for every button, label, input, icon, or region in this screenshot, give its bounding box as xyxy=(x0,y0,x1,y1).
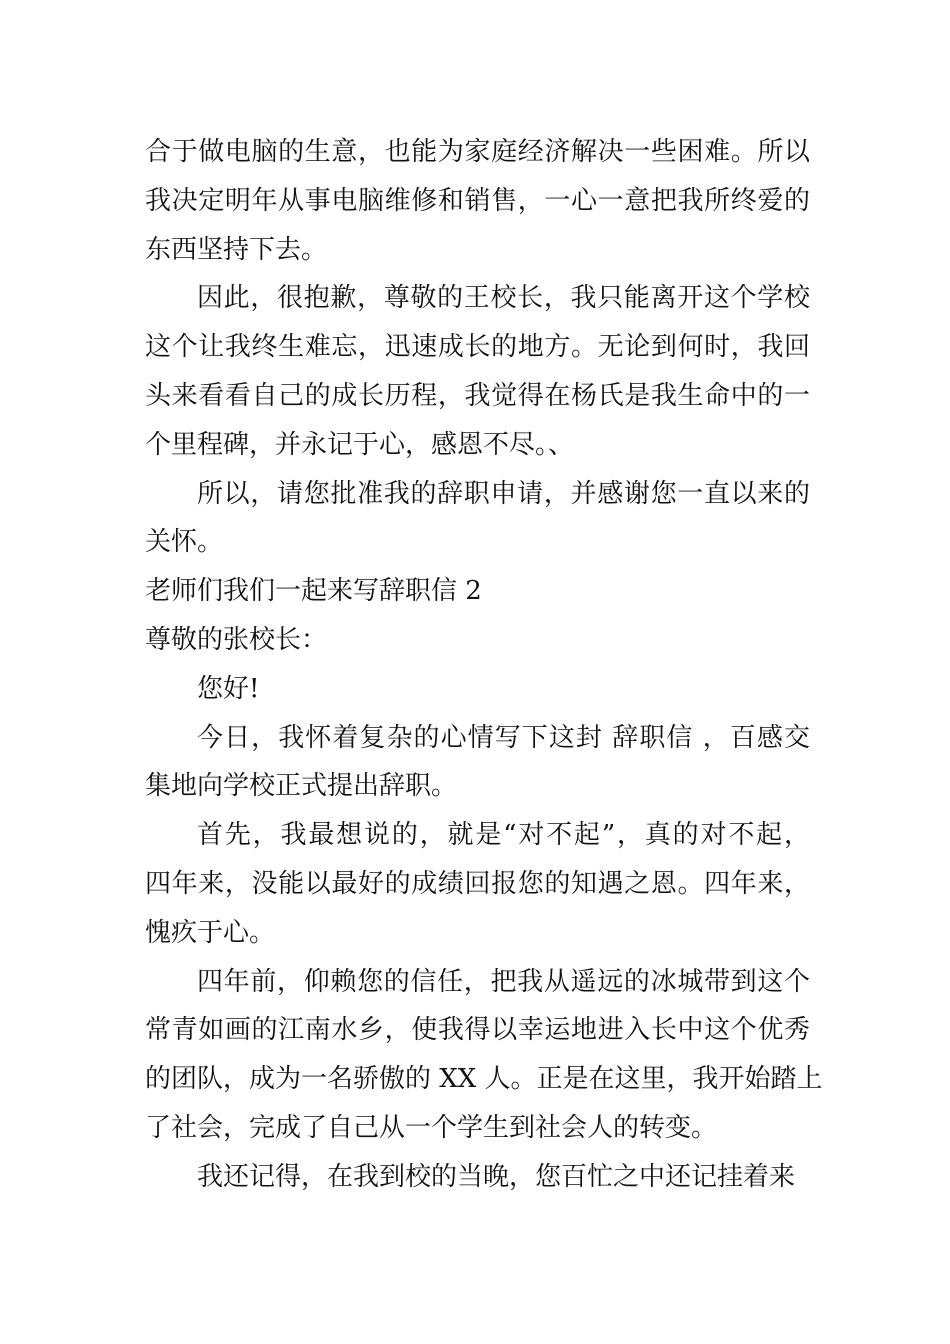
paragraph-p6 xyxy=(145,958,823,1153)
text-line: 关怀。 xyxy=(145,527,224,558)
paragraph-salutation xyxy=(145,616,810,665)
text-line: 的团队，成为一名骄傲的 XX 人。正是在这里，我开始踏上 xyxy=(145,1064,823,1095)
text-line: 尊敬的张校长： xyxy=(145,624,328,655)
paragraph-greeting xyxy=(145,665,810,714)
text-line: 四年前，仰赖您的信任，把我从遥远的冰城带到这个 xyxy=(197,966,810,997)
text-line: 头来看看自己的成长历程，我觉得在杨氏是我生命中的一 xyxy=(145,380,810,411)
text-line: 今日，我怀着复杂的心情写下这封 辞职信 ，百感交 xyxy=(197,722,810,753)
paragraph-p5 xyxy=(145,811,810,957)
text-line: 这个让我终生难忘，迅速成长的地方。无论到何时，我回 xyxy=(145,332,810,363)
paragraph-title xyxy=(145,567,810,616)
paragraph-p4 xyxy=(145,714,810,812)
paragraph-p1 xyxy=(145,128,810,274)
text-line: 了社会，完成了自己从一个学生到社会人的转变。 xyxy=(145,1112,718,1143)
text-line: 首先，我最想说的，就是“对不起”，真的对不起， xyxy=(197,820,810,851)
paragraph-p3 xyxy=(145,470,810,568)
text-line: 常青如画的江南水乡，使我得以幸运地进入长中这个优秀 xyxy=(145,1015,810,1046)
text-line: 合于做电脑的生意，也能为家庭经济解决一些困难。所以 xyxy=(145,137,810,167)
text-line: 所以，请您批准我的辞职申请，并感谢您一直以来的 xyxy=(197,478,810,509)
text-line: 个里程碑，并永记于心，感恩不尽。、 xyxy=(145,429,575,460)
paragraph-p2 xyxy=(145,274,810,469)
text-line: 东西坚持下去。 xyxy=(145,234,328,265)
paragraph-p7 xyxy=(145,1153,810,1202)
text-line: 集地向学校正式提出辞职。 xyxy=(145,771,458,802)
document-body xyxy=(145,128,823,1202)
text-line: 我还记得，在我到校的当晚，您百忙之中还记挂着来 xyxy=(197,1161,796,1192)
text-line: 老师们我们一起来写辞职信 2 xyxy=(145,576,482,607)
text-line: 因此，很抱歉，尊敬的王校长，我只能离开这个学校 xyxy=(197,283,810,314)
text-line: 您好! xyxy=(197,673,260,704)
text-line: 愧疚于心。 xyxy=(145,917,276,948)
text-line: 我决定明年从事电脑维修和销售，一心一意把我所终爱的 xyxy=(145,185,810,216)
text-line: 四年来，没能以最好的成绩回报您的知遇之恩。四年来， xyxy=(145,868,810,899)
